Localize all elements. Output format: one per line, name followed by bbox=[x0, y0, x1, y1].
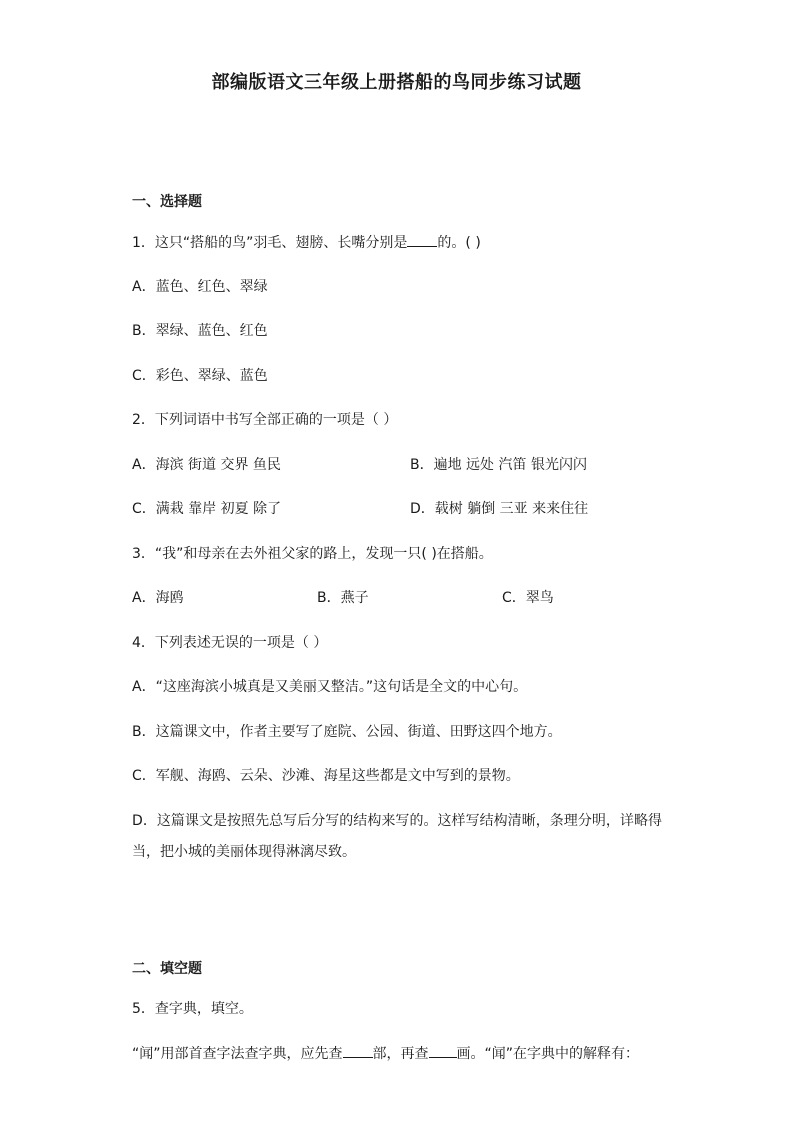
question-4-option-b: B．这篇课文中，作者主要写了庭院、公园、街道、田野这四个地方。 bbox=[132, 724, 562, 740]
question-1-option-c: C．彩色、翠绿、蓝色 bbox=[132, 368, 268, 384]
question-2-option-a: A．海滨 街道 交界 鱼民 bbox=[132, 457, 281, 473]
question-2-option-c: C．满栽 靠岸 初夏 除了 bbox=[132, 501, 282, 517]
question-5-part-b: 部，再查 bbox=[372, 1046, 429, 1062]
question-1-stem bbox=[132, 232, 481, 253]
question-5-prompt bbox=[132, 1043, 639, 1064]
question-2-option-b: B．遍地 远处 汽笛 银光闪闪 bbox=[410, 457, 587, 473]
answer-blank bbox=[343, 1043, 373, 1058]
question-3-option-c: C．翠鸟 bbox=[502, 590, 554, 606]
question-3-option-b: B．燕子 bbox=[317, 590, 369, 606]
section-heading-fill: 二、填空题 bbox=[132, 961, 202, 977]
question-5-part-a: “闻”用部首查字法查字典，应先查 bbox=[132, 1046, 343, 1062]
question-4-option-a: A．“这座海滨小城真是又美丽又整洁。”这句话是全文的中心句。 bbox=[132, 679, 528, 695]
question-4-option-c: C．军舰、海鸥、云朵、沙滩、海星这些都是文中写到的景物。 bbox=[132, 768, 520, 784]
question-3-stem: 3．“我”和母亲在去外祖父家的路上，发现一只( )在搭船。 bbox=[132, 546, 493, 562]
question-5-stem: 5．查字典，填空。 bbox=[132, 1001, 253, 1017]
question-4-stem: 4．下列表述无误的一项是（ ） bbox=[132, 635, 328, 651]
answer-blank bbox=[407, 232, 437, 247]
section-heading-choice: 一、选择题 bbox=[132, 194, 202, 210]
question-1-stem-part-b: 的。( ) bbox=[437, 235, 481, 251]
question-1-option-a: A．蓝色、红色、翠绿 bbox=[132, 279, 268, 295]
page-title: 部编版语文三年级上册搭船的鸟同步练习试题 bbox=[211, 72, 582, 93]
question-3-option-a: A．海鸥 bbox=[132, 590, 184, 606]
question-1-stem-part-a: 1．这只“搭船的鸟”羽毛、翅膀、长嘴分别是 bbox=[132, 235, 408, 251]
question-1-option-b: B．翠绿、蓝色、红色 bbox=[132, 323, 268, 339]
answer-blank bbox=[429, 1043, 457, 1058]
question-2-stem: 2．下列词语中书写全部正确的一项是（ ） bbox=[132, 412, 398, 428]
question-5-part-c: 画。“闻”在字典中的解释有： bbox=[456, 1046, 640, 1062]
question-4-option-d: D．这篇课文是按照先总写后分写的结构来写的。这样写结构清晰，条理分明，详略得当，把小城的美丽体现得淋漓尽致。 bbox=[132, 813, 662, 860]
question-2-option-d: D．载树 躺倒 三亚 来来住往 bbox=[410, 501, 589, 517]
